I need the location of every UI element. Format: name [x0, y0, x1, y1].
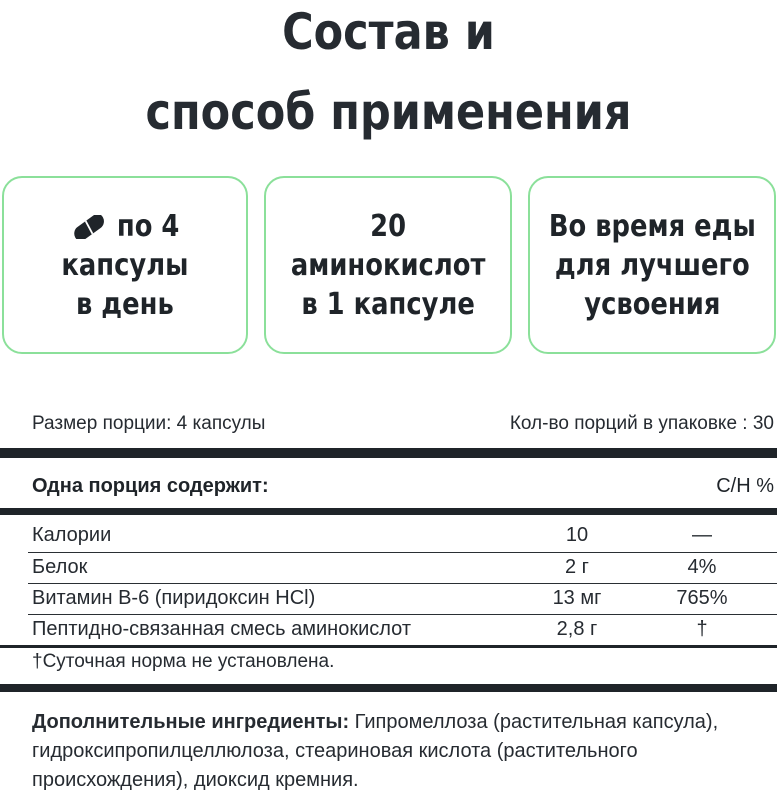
- timing-line-2: для лучшего: [554, 247, 750, 283]
- timing-line-3: усвоения: [583, 286, 721, 322]
- dosage-card: [2, 176, 248, 354]
- servings-per-container: Кол-во порций в упаковке : 30: [509, 413, 774, 434]
- additional-ingredients: [32, 708, 762, 795]
- amino-line-1: 20: [370, 208, 406, 244]
- amino-card: [264, 176, 512, 354]
- thick-divider-bottom: [0, 684, 777, 692]
- serving-size: Размер порции: 4 капсулы: [32, 413, 266, 434]
- nutrient-name: Витамин В-6 (пиридоксин HCl): [32, 587, 316, 609]
- thick-divider-top: [0, 448, 777, 458]
- footnote: †Суточная норма не установлена.: [32, 651, 335, 672]
- table-row: [32, 584, 777, 614]
- nutrient-name: Калории: [32, 524, 112, 546]
- nutrient-dv: 4%: [687, 556, 717, 578]
- nutrient-dv: 765%: [676, 587, 728, 609]
- nutrient-amount: 10: [565, 524, 589, 546]
- serving-contains-label: Одна порция содержит:: [32, 475, 269, 497]
- table-row: [32, 521, 777, 551]
- title-line-2: способ применения: [145, 83, 632, 141]
- dosage-line-1: по 4: [116, 208, 180, 244]
- serving-info: [32, 413, 774, 439]
- daily-value-header: С/Н %: [716, 475, 774, 497]
- thick-divider-table: [0, 508, 777, 515]
- timing-line-1: Во время еды: [548, 208, 756, 244]
- table-row: [32, 553, 777, 583]
- nutrient-amount: 13 мг: [552, 587, 602, 609]
- dosage-line-3: в день: [76, 286, 174, 322]
- additional-ingredients-label: Дополнительные ингредиенты:: [32, 711, 350, 733]
- table-header: [32, 475, 774, 503]
- nutrient-dv: —: [692, 524, 712, 546]
- nutrient-dv: †: [696, 618, 708, 640]
- title-line-1: Состав и: [282, 3, 495, 61]
- amino-line-3: в 1 капсуле: [301, 286, 475, 322]
- dosage-line-2: капсулы: [61, 247, 189, 283]
- page-title: [54, 0, 722, 150]
- amino-line-2: аминокислот: [290, 247, 486, 283]
- nutrient-name: Пептидно-связанная смесь аминокислот: [32, 618, 412, 640]
- nutrient-name: Белок: [32, 556, 88, 578]
- capsule-icon: [71, 215, 107, 239]
- nutrient-amount: 2,8 г: [556, 618, 598, 640]
- divider-above-footnote: [0, 645, 777, 648]
- table-row: [32, 615, 777, 645]
- additional-ingredients-text: Гипромеллоза (растительная капсула), гидроксипропилцеллюлоза, стеариновая кислота (растительного происхождения), диоксид кремния.: [32, 711, 719, 791]
- nutrient-amount: 2 г: [565, 556, 589, 578]
- timing-card: [528, 176, 776, 354]
